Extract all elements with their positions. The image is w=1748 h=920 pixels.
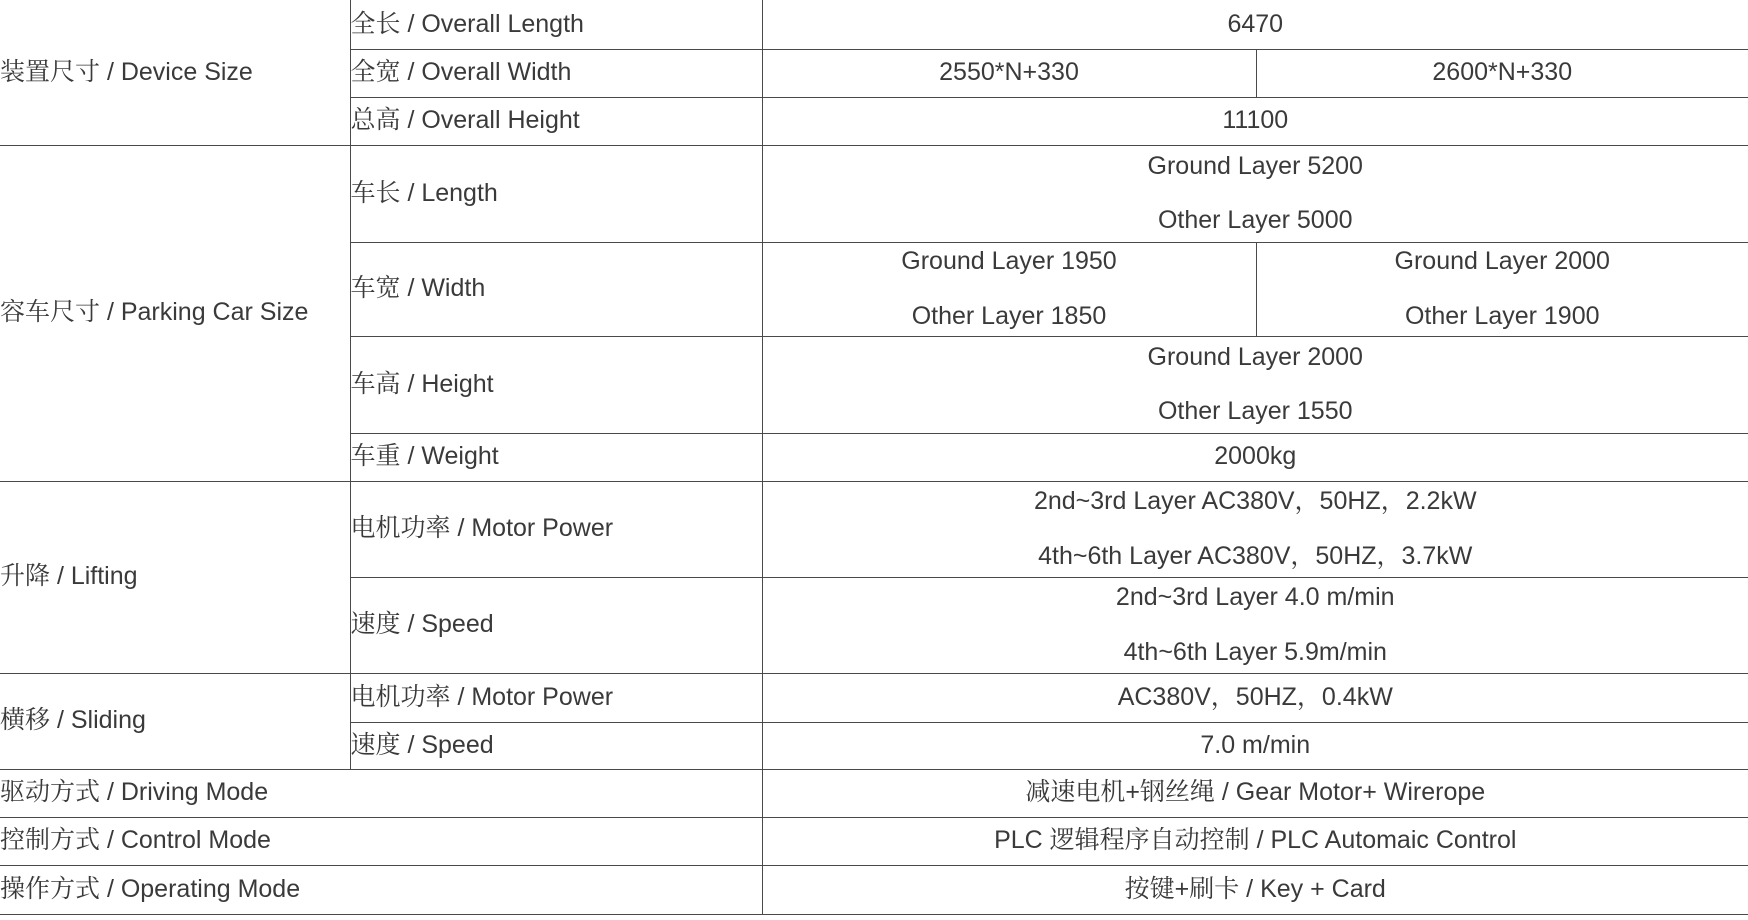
control-mode-value: PLC 逻辑程序自动控制 / PLC Automaic Control (762, 817, 1748, 865)
car-width-a-line-1: Ground Layer 1950 (901, 247, 1117, 276)
lifting-speed-value (762, 577, 1748, 673)
car-length-value (762, 145, 1748, 242)
table-row (0, 145, 1748, 242)
car-weight-label: 车重 / Weight (350, 433, 762, 481)
driving-mode-label: 驱动方式 / Driving Mode (0, 769, 762, 817)
sliding-label: 横移 / Sliding (0, 673, 350, 769)
car-height-value (762, 336, 1748, 433)
car-width-label: 车宽 / Width (350, 242, 762, 336)
table-row (0, 0, 1748, 49)
parking-car-size-label: 容车尺寸 / Parking Car Size (0, 145, 350, 481)
overall-length-label: 全长 / Overall Length (350, 0, 762, 49)
overall-width-label: 全宽 / Overall Width (350, 49, 762, 97)
device-size-label: 装置尺寸 / Device Size (0, 0, 350, 145)
overall-height-value: 11100 (762, 97, 1748, 145)
sliding-speed-value: 7.0 m/min (762, 722, 1748, 769)
table-row (0, 769, 1748, 817)
car-width-a-line-2: Other Layer 1850 (911, 301, 1107, 330)
lifting-speed-label: 速度 / Speed (350, 577, 762, 673)
car-weight-value: 2000kg (762, 433, 1748, 481)
overall-height-label: 总高 / Overall Height (350, 97, 762, 145)
sliding-motor-power-label: 电机功率 / Motor Power (350, 673, 762, 722)
control-mode-label: 控制方式 / Control Mode (0, 817, 762, 865)
driving-mode-value: 减速电机+钢丝绳 / Gear Motor+ Wirerope (762, 769, 1748, 817)
car-height-label: 车高 / Height (350, 336, 762, 433)
sliding-speed-label: 速度 / Speed (350, 722, 762, 769)
car-length-line-2: Other Layer 5000 (1157, 206, 1353, 234)
car-height-line-2: Other Layer 1550 (1157, 397, 1353, 425)
overall-length-value: 6470 (762, 0, 1748, 49)
lifting-motor-power-value (762, 481, 1748, 577)
car-width-value-a (762, 242, 1256, 336)
lifting-speed-line-1: 2nd~3rd Layer 4.0 m/min (1115, 583, 1395, 612)
car-height-line-1: Ground Layer 2000 (1147, 342, 1363, 371)
car-length-label: 车长 / Length (350, 145, 762, 242)
car-width-b-line-1: Ground Layer 2000 (1394, 247, 1610, 276)
table-row (0, 673, 1748, 722)
lifting-speed-line-2: 4th~6th Layer 5.9m/min (1123, 637, 1387, 666)
table-row (0, 865, 1748, 914)
car-width-value-b (1256, 242, 1748, 336)
lifting-motor-power-label: 电机功率 / Motor Power (350, 481, 762, 577)
operating-mode-value: 按键+刷卡 / Key + Card (762, 865, 1748, 914)
lifting-motor-power-line-2: 4th~6th Layer AC380V，50HZ，3.7kW (1038, 541, 1473, 570)
table-row (0, 817, 1748, 865)
operating-mode-label: 操作方式 / Operating Mode (0, 865, 762, 914)
car-width-b-line-2: Other Layer 1900 (1404, 301, 1600, 330)
lifting-label: 升降 / Lifting (0, 481, 350, 673)
table-row (0, 481, 1748, 577)
sliding-motor-power-value: AC380V，50HZ，0.4kW (762, 673, 1748, 722)
overall-width-value-a: 2550*N+330 (762, 49, 1256, 97)
car-length-line-1: Ground Layer 5200 (1147, 151, 1363, 180)
overall-width-value-b: 2600*N+330 (1256, 49, 1748, 97)
lifting-motor-power-line-1: 2nd~3rd Layer AC380V，50HZ，2.2kW (1033, 487, 1477, 516)
